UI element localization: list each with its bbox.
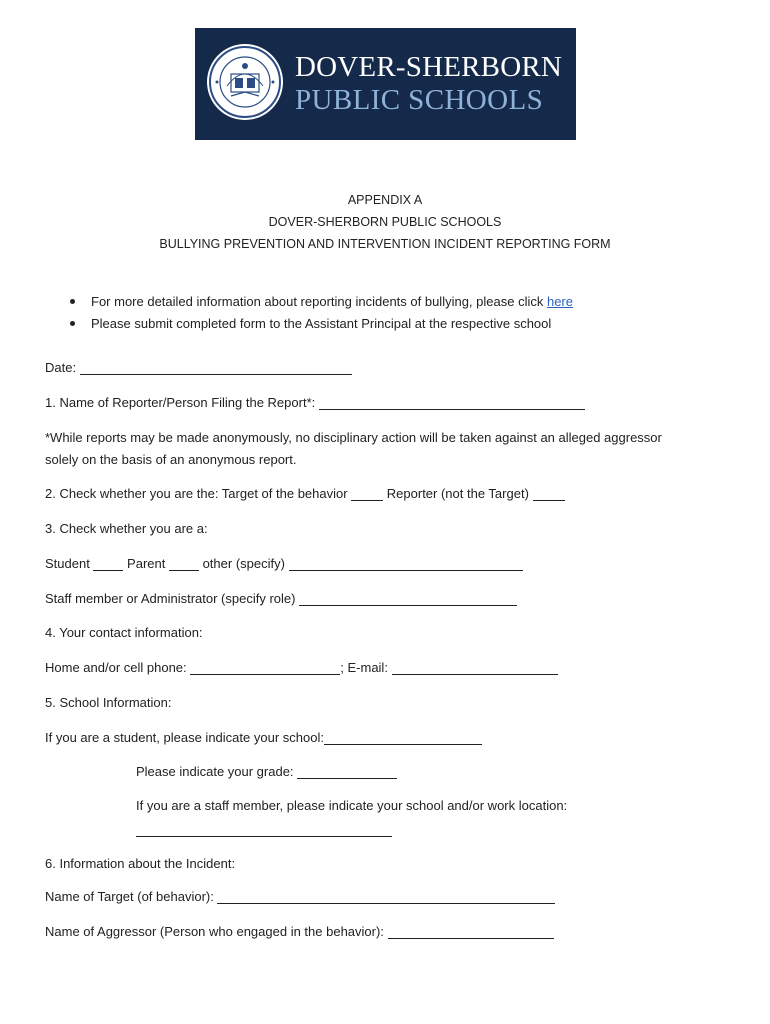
- phone-field[interactable]: [190, 661, 340, 675]
- date-field[interactable]: [80, 361, 352, 375]
- student-checkbox-field[interactable]: [93, 557, 123, 571]
- contact-row: [45, 659, 558, 677]
- form-title: BULLYING PREVENTION AND INTERVENTION INCIDENT REPORTING FORM: [159, 237, 611, 251]
- target-row: [45, 888, 555, 906]
- list-item: [68, 314, 573, 336]
- aggressor-name-label: Name of Aggressor (Person who engaged in the behavior):: [45, 924, 388, 939]
- student-school-row: [45, 729, 482, 747]
- here-link[interactable]: here: [546, 294, 573, 309]
- district-logo: [195, 28, 576, 140]
- email-label: ; E-mail:: [340, 660, 392, 675]
- email-field[interactable]: [392, 661, 558, 675]
- reporter-name-label: 1. Name of Reporter/Person Filing the Report*:: [45, 395, 319, 410]
- staff-location-label: If you are a staff member, please indicate your school and/or work location:: [136, 798, 568, 813]
- reporter-checkbox-field[interactable]: [533, 487, 565, 501]
- target-checkbox-field[interactable]: [351, 487, 383, 501]
- student-label: Student: [45, 556, 94, 571]
- district-name: DOVER-SHERBORN PUBLIC SCHOOLS: [268, 215, 502, 229]
- staff-role-field[interactable]: [299, 592, 517, 606]
- q5-label: 5. School Information:: [45, 695, 172, 710]
- aggressor-name-field[interactable]: [388, 925, 554, 939]
- q4-label: 4. Your contact information:: [45, 625, 203, 640]
- instructions-list: [68, 292, 573, 336]
- anonymous-note-line1: *While reports may be made anonymously, no disciplinary action will be taken against an alleged aggressor: [45, 430, 662, 445]
- reporter-row: [45, 394, 585, 412]
- reporter-name-field[interactable]: [319, 396, 585, 410]
- grade-label: Please indicate your grade:: [136, 764, 298, 779]
- person-type-row: [45, 555, 523, 573]
- role-check-label: 2. Check whether you are the: Target of the behavior: [45, 486, 352, 501]
- staff-role-label: Staff member or Administrator (specify role): [45, 591, 300, 606]
- target-name-label: Name of Target (of behavior):: [45, 889, 218, 904]
- info-text: For more detailed information about reporting incidents of bullying, please click: [91, 294, 547, 309]
- list-item: [68, 292, 573, 314]
- q6-label: 6. Information about the Incident:: [45, 856, 236, 871]
- target-name-field[interactable]: [217, 890, 555, 904]
- other-specify-field[interactable]: [289, 557, 523, 571]
- other-label: other (specify): [198, 556, 289, 571]
- anonymous-note-line2: solely on the basis of an anonymous report.: [45, 452, 297, 467]
- grade-row: [136, 763, 397, 781]
- date-label: Date:: [45, 360, 80, 375]
- appendix-label: APPENDIX A: [347, 193, 423, 207]
- logo-title-line1: DOVER-SHERBORN: [295, 51, 563, 83]
- phone-label: Home and/or cell phone:: [45, 660, 191, 675]
- staff-row: [45, 590, 517, 608]
- student-school-label: If you are a student, please indicate your school:: [45, 730, 324, 745]
- q3-label: 3. Check whether you are a:: [45, 521, 208, 536]
- parent-checkbox-field[interactable]: [169, 557, 199, 571]
- date-row: [45, 359, 352, 377]
- parent-label: Parent: [123, 556, 169, 571]
- school-seal-icon: [205, 42, 285, 122]
- logo-title-line2: PUBLIC SCHOOLS: [295, 84, 544, 116]
- aggressor-row: [45, 923, 554, 941]
- staff-location-row: [136, 821, 392, 839]
- grade-field[interactable]: [297, 765, 397, 779]
- staff-location-field[interactable]: [136, 823, 392, 837]
- submit-instruction: Please submit completed form to the Assistant Principal at the respective school: [91, 316, 552, 331]
- student-school-field[interactable]: [324, 731, 482, 745]
- role-check-row: [45, 485, 565, 503]
- reporter-option-label: Reporter (not the Target): [383, 486, 533, 501]
